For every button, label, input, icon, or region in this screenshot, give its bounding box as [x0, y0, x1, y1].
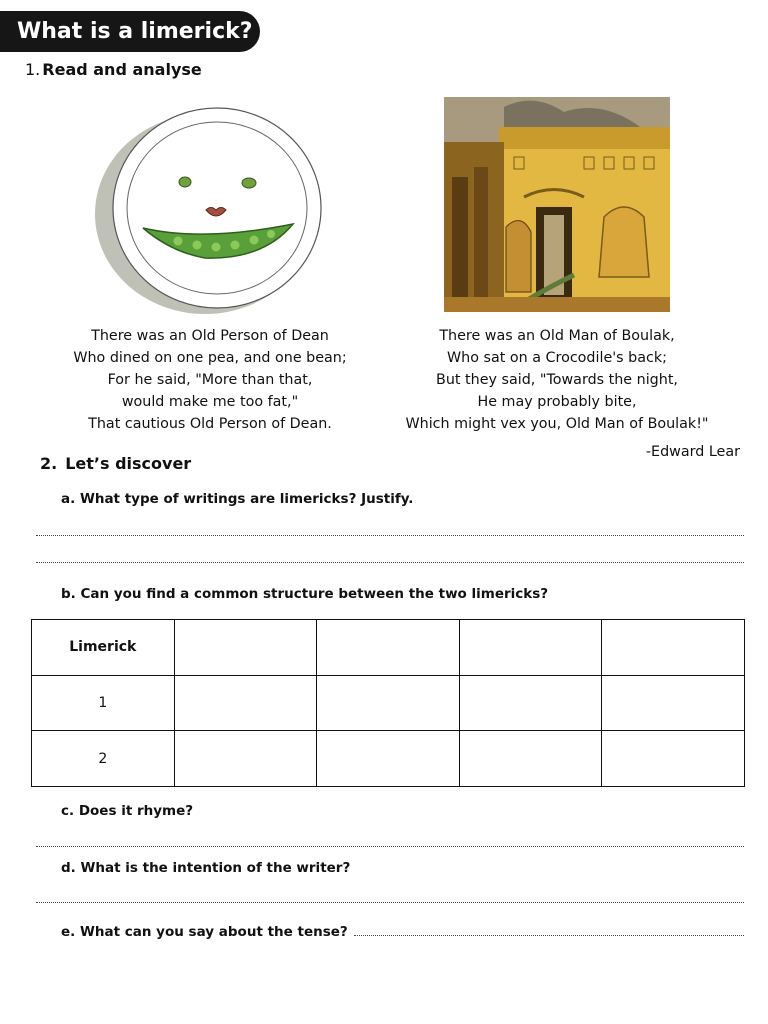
- table-cell[interactable]: [317, 620, 460, 676]
- table-cell[interactable]: [459, 620, 602, 676]
- question-b: b. Can you find a common structure between the two limericks?: [61, 586, 549, 602]
- answer-line-a-2[interactable]: [36, 562, 744, 563]
- title-banner: [0, 11, 260, 52]
- table-cell[interactable]: [317, 675, 460, 731]
- table-row: [32, 675, 745, 731]
- table-cell[interactable]: [174, 675, 317, 731]
- limerick-2-line-1: There was an Old Man of Boulak,: [439, 328, 675, 344]
- table-row-label-1: 1: [32, 675, 175, 731]
- question-a: a. What type of writings are limericks? Justify.: [61, 491, 414, 507]
- limerick-1-line-5: That cautious Old Person of Dean.: [88, 416, 332, 432]
- table-cell[interactable]: [174, 731, 317, 787]
- author-credit: -Edward Lear: [645, 444, 740, 460]
- table-cell[interactable]: [459, 731, 602, 787]
- table-cell[interactable]: [317, 731, 460, 787]
- table-cell[interactable]: [459, 675, 602, 731]
- plate-face-illustration: [93, 102, 329, 318]
- limerick-1-line-1: There was an Old Person of Dean: [91, 328, 329, 344]
- limerick-1-line-4: would make me too fat,": [121, 394, 299, 410]
- section-2-title: Let’s discover: [65, 454, 192, 473]
- limerick-2-line-3: But they said, "Towards the night,: [436, 372, 678, 388]
- limerick-2: [397, 325, 717, 435]
- table-cell[interactable]: [602, 620, 745, 676]
- table-header-row: [32, 620, 745, 676]
- table-cell[interactable]: [602, 731, 745, 787]
- question-c: c. Does it rhyme?: [61, 803, 194, 819]
- table-cell[interactable]: [602, 675, 745, 731]
- section-2-number: 2.: [40, 454, 58, 473]
- section-1-number: 1.: [25, 60, 41, 79]
- limerick-2-line-4: He may probably bite,: [477, 394, 637, 410]
- limerick-1-line-3: For he said, "More than that,: [107, 372, 313, 388]
- table-cell[interactable]: [174, 620, 317, 676]
- limerick-1: [60, 325, 360, 435]
- question-e: e. What can you say about the tense?: [61, 924, 348, 940]
- table-row-label-2: 2: [32, 731, 175, 787]
- section-1-title: Read and analyse: [42, 60, 202, 79]
- limerick-2-line-2: Who sat on a Crocodile's back;: [447, 350, 667, 366]
- limerick-2-line-5: Which might vex you, Old Man of Boulak!": [405, 416, 709, 432]
- egyptian-temple-illustration: [444, 97, 670, 312]
- answer-line-d[interactable]: [36, 902, 744, 903]
- section-1-heading: [25, 60, 202, 79]
- table-header-limerick: Limerick: [32, 620, 175, 676]
- answer-line-c[interactable]: [36, 846, 744, 847]
- question-d: d. What is the intention of the writer?: [61, 860, 351, 876]
- section-2-heading: [40, 454, 191, 473]
- page-title: What is a limerick?: [17, 19, 253, 44]
- limerick-1-line-2: Who dined on one pea, and one bean;: [73, 350, 347, 366]
- answer-line-a-1[interactable]: [36, 535, 744, 536]
- structure-table: [31, 619, 745, 787]
- answer-line-e[interactable]: [354, 935, 744, 936]
- table-row: [32, 731, 745, 787]
